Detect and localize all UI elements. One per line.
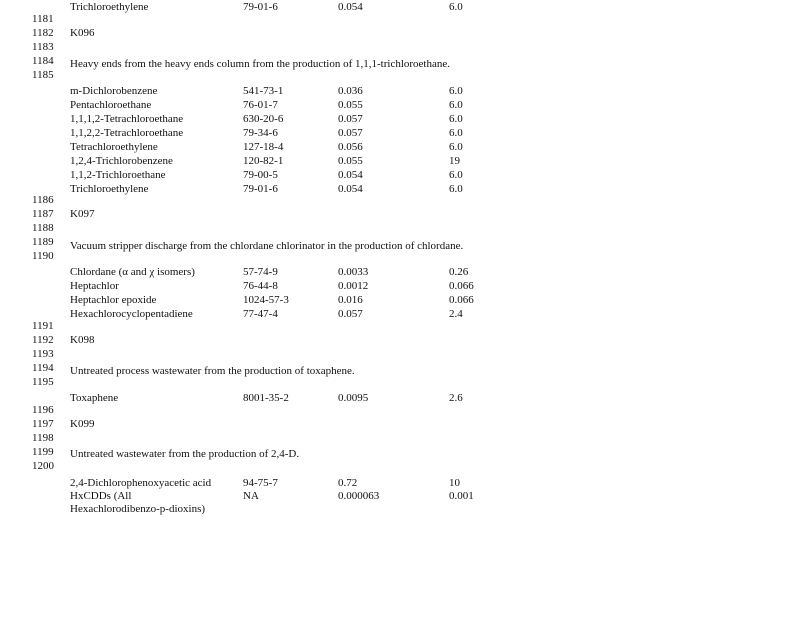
table-row-cas: 77-47-4 [243, 308, 278, 320]
line-number: 1194 [32, 362, 54, 374]
table-row-cas: 79-01-6 [243, 183, 278, 195]
table-row-cas: 79-34-6 [243, 127, 278, 139]
table-row-constituent: m-Dichlorobenzene [70, 85, 158, 97]
table-row-nonwastewater: 6.0 [449, 113, 463, 125]
table-row-constituent: HxCDDs (All [70, 490, 132, 502]
line-number: 1189 [32, 236, 54, 248]
table-row-wastewater: 0.0095 [338, 392, 369, 404]
table-row-wastewater: 0.016 [338, 294, 363, 306]
table-row-nonwastewater: 2.4 [449, 308, 463, 320]
waste-code-k099: K099 [70, 418, 95, 430]
table-row-constituent: Heptachlor [70, 280, 119, 292]
table-row-nonwastewater: 6.0 [449, 183, 463, 195]
table-row-cas: 57-74-9 [243, 266, 278, 278]
table-row-nonwastewater: 6.0 [449, 127, 463, 139]
line-number: 1183 [32, 41, 54, 53]
table-row-wastewater: 0.057 [338, 113, 363, 125]
table-row-nonwastewater: 6.0 [449, 169, 463, 181]
table-row-wastewater: 0.057 [338, 127, 363, 139]
table-row-wastewater: 0.054 [338, 169, 363, 181]
table-row-wastewater: 0.72 [338, 477, 358, 489]
table-row-wastewater: 0.0012 [338, 280, 369, 292]
table-row-constituent: 1,2,4-Trichlorobenzene [70, 155, 173, 167]
table-row-nonwastewater: 2.6 [449, 392, 463, 404]
line-number: 1186 [32, 194, 54, 206]
table-row-cas: 94-75-7 [243, 477, 278, 489]
line-number: 1195 [32, 376, 54, 388]
table-row-cas: 79-00-5 [243, 169, 278, 181]
table-row-cas: 76-44-8 [243, 280, 278, 292]
waste-code-k096: K096 [70, 27, 95, 39]
line-number: 1190 [32, 250, 54, 262]
line-number: 1197 [32, 418, 54, 430]
table-row-nonwastewater: 0.26 [449, 266, 469, 278]
table-row-nonwastewater: 6.0 [449, 99, 463, 111]
line-number: 1193 [32, 348, 54, 360]
table-row-cas: 630-20-6 [243, 113, 284, 125]
table-row-nonwastewater: 6.0 [449, 141, 463, 153]
table-row-constituent: Chlordane (α and χ isomers) [70, 266, 195, 278]
top-row-wastewater: 0.054 [338, 1, 363, 13]
waste-description-k098: Untreated process wastewater from the production of toxaphene. [70, 365, 355, 377]
line-number: 1200 [32, 460, 54, 472]
top-row-cas: 79-01-6 [243, 1, 278, 13]
table-row-constituent: Tetrachloroethylene [70, 141, 158, 153]
table-row-wastewater: 0.055 [338, 99, 363, 111]
table-row-constituent: Heptachlor epoxide [70, 294, 157, 306]
line-number: 1182 [32, 27, 54, 39]
line-number: 1187 [32, 208, 54, 220]
line-number: 1192 [32, 334, 54, 346]
top-row-nonwastewater: 6.0 [449, 1, 463, 13]
table-row-nonwastewater: 6.0 [449, 85, 463, 97]
line-number: 1196 [32, 404, 54, 416]
table-row-cas: 8001-35-2 [243, 392, 289, 404]
table-row-cas: 76-01-7 [243, 99, 278, 111]
waste-description-k099: Untreated wastewater from the production of 2,4-D. [70, 448, 300, 460]
line-number: 1199 [32, 446, 54, 458]
table-row-wastewater: 0.036 [338, 85, 363, 97]
table-row-constituent: 1,1,1,2-Tetrachloroethane [70, 113, 184, 125]
table-row-wastewater: 0.055 [338, 155, 363, 167]
line-number: 1185 [32, 69, 54, 81]
table-row-wastewater: 0.056 [338, 141, 363, 153]
table-row-cas: 1024-57-3 [243, 294, 289, 306]
line-number: 1191 [32, 320, 54, 332]
table-row-nonwastewater: 0.001 [449, 490, 474, 502]
table-row-nonwastewater: 0.066 [449, 294, 474, 306]
table-row-nonwastewater: 19 [449, 155, 460, 167]
table-row-constituent: Toxaphene [70, 392, 119, 404]
table-row-constituent: Trichloroethylene [70, 183, 149, 195]
table-row-wastewater: 0.054 [338, 183, 363, 195]
line-number: 1198 [32, 432, 54, 444]
table-row-constituent: Pentachloroethane [70, 99, 152, 111]
top-row-constituent: Trichloroethylene [70, 1, 149, 13]
table-row-nonwastewater: 0.066 [449, 280, 474, 292]
table-row-cas: 541-73-1 [243, 85, 284, 97]
table-row-wastewater: 0.057 [338, 308, 363, 320]
line-number: 1188 [32, 222, 54, 234]
table-row-constituent: 1,1,2-Trichloroethane [70, 169, 166, 181]
table-row-constituent: 2,4-Dichlorophenoxyacetic acid [70, 477, 212, 489]
table-row-cas: 120-82-1 [243, 155, 284, 167]
line-number: 1184 [32, 55, 54, 67]
table-row-constituent: 1,1,2,2-Tetrachloroethane [70, 127, 184, 139]
table-row-constituent: Hexachlorocyclopentadiene [70, 308, 193, 320]
waste-code-k097: K097 [70, 208, 95, 220]
table-row-wastewater: 0.000063 [338, 490, 380, 502]
line-number: 1181 [32, 13, 54, 25]
table-row-cas: 127-18-4 [243, 141, 284, 153]
table-row-constituent-continued: Hexachlorodibenzo-p-dioxins) [70, 503, 206, 515]
waste-code-k098: K098 [70, 334, 95, 346]
table-row-cas: NA [243, 490, 259, 502]
waste-description-k096: Heavy ends from the heavy ends column from the production of 1,1,1-trichloroethane. [70, 58, 450, 70]
table-row-nonwastewater: 10 [449, 477, 460, 489]
table-row-wastewater: 0.0033 [338, 266, 369, 278]
waste-description-k097: Vacuum stripper discharge from the chlordane chlorinator in the production of chlordane. [70, 240, 464, 252]
